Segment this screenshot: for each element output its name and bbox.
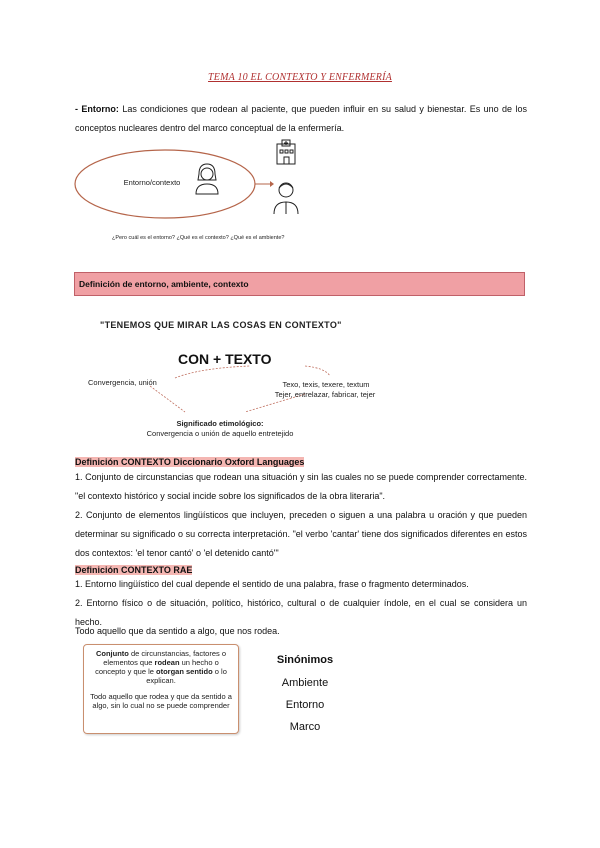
oxford-item-2: 2. Conjunto de elementos lingüísticos que incluyen, preceden o siguen a una palabra u oración y que pueden determinar su significado o su correcta interpretación. "el verbo 'cantar' tiene dos significados diferentes en estos dos contextos: 'el tenor cantó' o 'el detenido cantó'" — [75, 510, 527, 558]
oxford-item-1: 1. Conjunto de circunstancias que rodean una situación y sin las cuales no se puede comprender correctamente. "el contexto histórico y social incide sobre los significados de la obra literaria". — [75, 472, 527, 501]
rae-heading-text: Definición CONTEXTO RAE — [75, 565, 193, 575]
etymology-text: Convergencia o unión de aquello entretejido — [146, 429, 294, 438]
box-paragraph-1 — [90, 649, 232, 685]
person-icon — [196, 164, 218, 194]
texto-meaning-1: Texo, texis, texere, textum — [282, 380, 370, 389]
line-left — [175, 366, 250, 378]
diagram-question: ¿Pero cuál es el entorno? ¿Qué es el contexto? ¿Qué es el ambiente? — [112, 235, 285, 241]
synonym-item: Entorno — [285, 699, 325, 711]
rae-item-1: 1. Entorno lingüístico del cual depende el sentido de una palabra, frase o fragmento determinados. — [75, 579, 469, 589]
synonym-item: Marco — [289, 721, 321, 733]
line-bottom-left — [150, 386, 185, 412]
box-bold-3: otorgan sentido — [156, 667, 213, 676]
entorno-text: Las condiciones que rodean al paciente, que pueden influir en su salud y bienestar. Es uno de los conceptos nucleares dentro del marco conceptual de la enfermería. — [75, 104, 527, 133]
texto-meaning-2: Tejer, entrelazar, fabricar, tejer — [274, 390, 376, 399]
rae-item-2: 2. Entorno físico o de situación, político, histórico, cultural o de cualquier índole, en el cual se considera un hecho. — [75, 598, 527, 627]
con-meaning: Convergencia, unión — [88, 378, 157, 387]
etymology-title: Significado etimológico: — [176, 419, 264, 428]
synonyms-heading: Sinónimos — [276, 654, 334, 666]
quote: "TENEMOS QUE MIRAR LAS COSAS EN CONTEXTO" — [100, 320, 342, 330]
arrow-head — [270, 181, 274, 187]
line-right — [305, 366, 330, 376]
box-text-2: un hecho o concepto y que le — [95, 658, 219, 676]
entorno-paragraph — [75, 100, 527, 138]
box-text-1: de circunstancias, factores o elementos que — [103, 649, 227, 667]
synonym-item: Ambiente — [281, 677, 329, 689]
hospital-icon — [277, 140, 295, 164]
box-bold-1: Conjunto — [95, 649, 129, 658]
nurse-icon — [274, 183, 298, 214]
box-paragraph-2: Todo aquello que rodea y que da sentido a algo, sin lo cual no se puede comprender — [90, 692, 232, 710]
entorno-diagram — [70, 138, 330, 238]
ellipse-label: Entorno/contexto — [123, 178, 181, 187]
con-texto-title: CON + TEXTO — [178, 351, 272, 367]
etymology-lines — [80, 364, 380, 414]
box-text-3: o lo explican. — [146, 667, 227, 685]
oxford-heading-text: Definición CONTEXTO Diccionario Oxford Languages — [75, 457, 305, 467]
rae-summary: Todo aquello que da sentido a algo, que nos rodea. — [75, 626, 280, 636]
page-title: TEMA 10 EL CONTEXTO Y ENFERMERÍA — [208, 72, 392, 83]
section-heading-bar: Definición de entorno, ambiente, contexto — [74, 272, 525, 296]
definition-box — [83, 644, 239, 734]
box-bold-2: rodean — [154, 658, 180, 667]
entorno-label: - Entorno: — [75, 104, 119, 114]
